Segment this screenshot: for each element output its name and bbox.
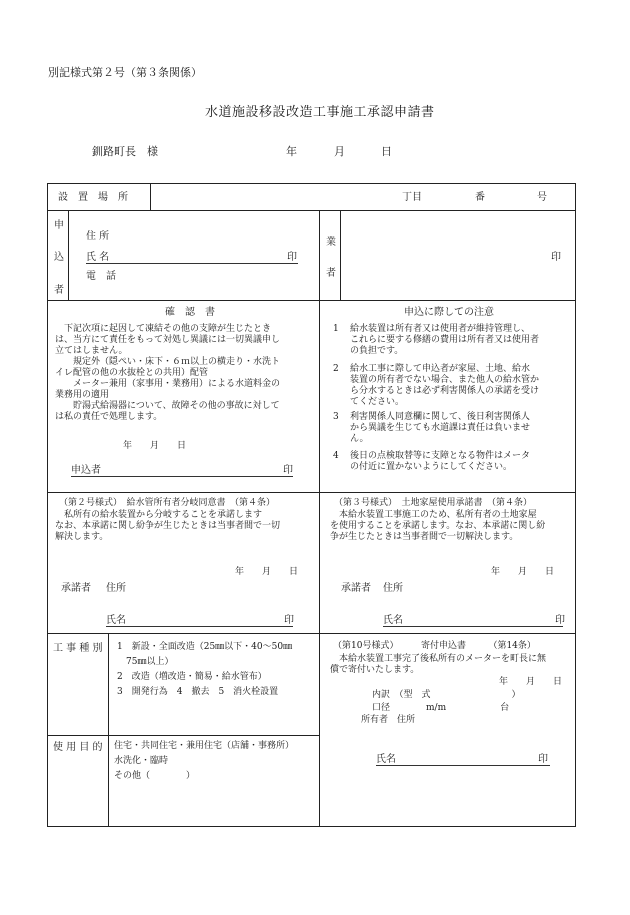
- site-label: 設 置 場 所: [58, 192, 128, 203]
- usage-line-2: 水洗化・臨時: [114, 756, 169, 766]
- note-2-text: 給水工事に際して申込者が家屋、土地、給水 装置の所有者でない場合、また他人の給水管か ら分水するときは必ず利害関係人の承諾を受け てください。: [350, 364, 540, 407]
- form-number: 別記様式第２号（第３条関係）: [48, 66, 202, 79]
- donation-name-label: 氏名: [376, 754, 396, 765]
- confirmation-applicant-label: 申込者: [71, 465, 101, 476]
- confirmation-seal: 印: [283, 465, 293, 476]
- site-go: 号: [537, 192, 547, 203]
- rule-after-confirmation: [47, 492, 576, 493]
- land-address-label: 住所: [383, 583, 403, 594]
- confirmation-applicant-underline: [71, 476, 293, 477]
- notes-heading: 申込に際しての注意: [404, 307, 494, 318]
- donation-caliber: 口径 m/m 台: [372, 703, 510, 713]
- note-1-number: 1: [333, 324, 339, 334]
- site-chome: 丁目: [402, 192, 422, 203]
- usage-line-1: 住宅・共同住宅・兼用住宅（店舗・事務所）: [114, 741, 295, 751]
- work-type-line-2: 75㎜以上）: [117, 657, 174, 667]
- rule-after-consents: [47, 633, 576, 634]
- branch-seal: 印: [284, 615, 294, 626]
- confirmation-heading: 確 認 書: [165, 307, 215, 318]
- donation-body: 本給水装置工事完了後私所有のメーターを町長に無 償で寄付いたします。: [330, 654, 547, 675]
- usage-line-3: その他（ ）: [114, 771, 196, 781]
- date-month-label: 月: [334, 145, 345, 158]
- branch-name-underline: [106, 626, 293, 627]
- contractor-seal: 印: [551, 252, 561, 263]
- donation-breakdown: 内訳 （型 式 ）: [372, 690, 521, 700]
- work-type-line-4: 3 開発行為 4 撤去 5 消火栓設置: [117, 687, 279, 697]
- rule-after-applicant: [47, 300, 576, 301]
- branch-consent-body: 私所有の給水装置から分岐することを承諾します なお、本承諾に関し紛争が生じたときは当事者間で一切 解決します。: [55, 510, 281, 542]
- donation-owner: 所有者 住所: [361, 715, 416, 725]
- land-name-label: 氏名: [383, 615, 403, 626]
- land-consent-heading: （第３号様式） 土地家屋使用承諾書 （第４条）: [334, 498, 533, 508]
- rule-after-site: [47, 210, 576, 211]
- contractor-side-divider: [340, 210, 341, 300]
- note-3-number: 3: [333, 412, 339, 422]
- usage-label: 使 用 目 的: [53, 742, 103, 753]
- donation-heading: （第10号様式） 寄付申込書 （第14条）: [333, 641, 536, 651]
- branch-name-label: 氏名: [106, 615, 126, 626]
- work-label-divider: [108, 633, 109, 827]
- center-divider: [319, 210, 320, 827]
- note-3-text: 利害関係人同意欄に関して、後日利害関係人 から異議を生じても水道課は責任は負いませ ん。: [350, 412, 531, 444]
- site-ban: 番: [475, 192, 485, 203]
- note-1-text: 給水装置は所有者又は使用者が維持管理し、 これらに要する修繕の費用は所有者又は使用者 の負担です。: [350, 324, 540, 356]
- date-day-label: 日: [381, 145, 392, 158]
- applicant-seal: 印: [287, 252, 297, 263]
- applicant-side-char-2: 込: [54, 252, 64, 263]
- site-label-divider: [150, 183, 151, 210]
- land-name-underline: [383, 626, 563, 627]
- work-type-line-3: 2 改造（増改造・簡易・給水管布）: [117, 672, 267, 682]
- confirmation-date: 年 月 日: [123, 441, 187, 451]
- date-year-label: 年: [286, 145, 297, 158]
- donation-seal: 印: [538, 754, 548, 765]
- land-consenter-label: 承諾者: [341, 583, 371, 594]
- contractor-side-char-2: 者: [326, 268, 336, 279]
- note-4-number: 4: [333, 451, 339, 461]
- work-type-line-1: 1 新設・全面改造（25㎜以下・40～50㎜: [117, 642, 293, 652]
- contractor-side-char-1: 業: [326, 237, 336, 248]
- applicant-side-char-3: 者: [54, 285, 64, 296]
- branch-consent-date: 年 月 日: [235, 567, 299, 577]
- donation-name-underline: [376, 765, 550, 766]
- land-consent-body: 本給水装置工事施工のため、私所有者の土地家屋 を使用することを承諾します。なお、本承諾に関し紛 争が生じたときは当事者間で一切解決します。: [330, 510, 546, 542]
- applicant-name-label: 氏 名: [86, 252, 110, 263]
- note-2-number: 2: [333, 364, 339, 374]
- applicant-phone-label: 電 話: [86, 271, 116, 282]
- branch-consent-heading: （第２号様式） 給水管所有者分岐同意書 （第４条）: [59, 498, 276, 508]
- note-4-text: 後日の点検取替等に支障となる物件はメータ の付近に置かないようにしてください。: [350, 451, 531, 472]
- land-seal: 印: [555, 615, 565, 626]
- applicant-side-divider: [68, 210, 69, 300]
- applicant-side-char-1: 申: [54, 220, 64, 231]
- land-consent-date: 年 月 日: [491, 567, 555, 577]
- donation-date: 年 月 日: [499, 677, 563, 687]
- branch-address-label: 住所: [106, 583, 126, 594]
- applicant-name-underline: [86, 263, 298, 264]
- document-title: 水道施設移設改造工事施工承認申請書: [205, 105, 435, 120]
- rule-work-usage: [47, 735, 319, 736]
- confirmation-body: 下記次項に起因して凍結その他の支障が生じたとき は、当方にて責任をもって対処し異議には一切異議申し 立てはしません。 規定外（隠ぺい・床下・６ｍ以上の横走り・水洗ト イレ配管の他の水抜栓との共用）配管 メーター兼用（家事用・業務用）による水道料金の 業務用の適用 貯湯式給湯器について、故障その他の事故に対して は私の責任で処理します。: [55, 324, 281, 422]
- addressee: 釧路町長 様: [92, 145, 158, 158]
- work-type-label: 工 事 種 別: [53, 643, 103, 654]
- branch-consenter-label: 承諾者: [61, 583, 91, 594]
- applicant-address-label: 住 所: [86, 231, 110, 242]
